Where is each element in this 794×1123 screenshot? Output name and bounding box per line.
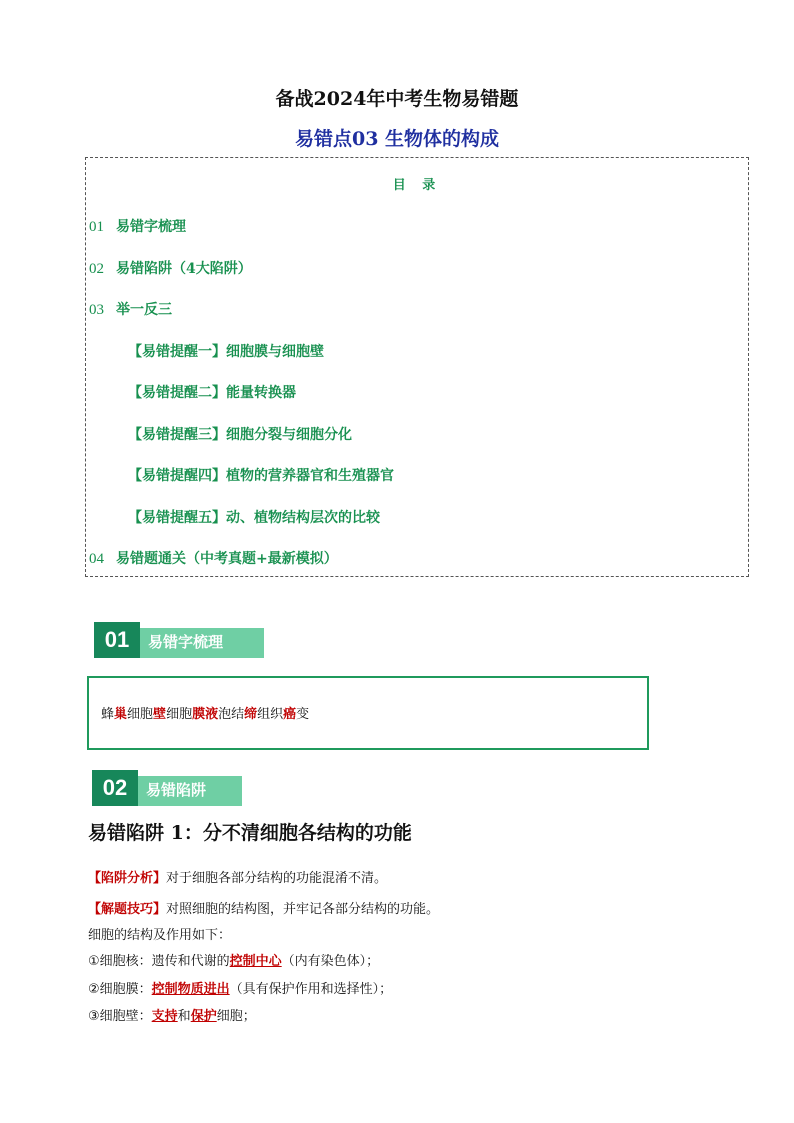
toc-item-num: 02	[89, 261, 104, 277]
word-segment: 细胞	[166, 707, 193, 722]
line-text: 和	[177, 1009, 191, 1024]
word-segment: 变	[296, 707, 310, 722]
key-term: 控制物质进出	[151, 982, 230, 997]
key-term: 保护	[190, 1009, 217, 1024]
analysis-text: 对于细胞各部分结构的功能混淆不清。	[166, 871, 388, 886]
highlighted-char: 壁	[153, 707, 167, 722]
section-number: 01	[94, 622, 140, 658]
toc-subitem-2[interactable]	[128, 382, 296, 402]
structure-line-wall	[88, 1005, 256, 1024]
tip-tag: 【解题技巧】	[88, 902, 167, 917]
structure-line-nucleus	[88, 950, 379, 969]
page-title: 备战2024年中考生物易错题	[275, 88, 519, 110]
toc-item-label: 【易错提醒二】能量转换器	[128, 385, 296, 401]
toc-item-label: 易错陷阱（4大陷阱）	[116, 261, 252, 277]
tip-text: 对照细胞的结构图，并牢记各部分结构的功能。	[166, 902, 440, 917]
section-label: 易错陷阱	[138, 776, 242, 806]
highlighted-char: 缔	[244, 707, 258, 722]
word-segment: 泡结	[218, 707, 245, 722]
section-number: 02	[92, 770, 138, 806]
toc-heading: 目 录	[392, 178, 442, 193]
word-segment: 组织	[257, 707, 284, 722]
line-text: ②细胞膜：	[88, 982, 152, 997]
toc-item-num: 04	[89, 551, 104, 567]
word-segment: 细胞	[127, 707, 154, 722]
error-words-list	[101, 707, 309, 722]
structure-line-membrane	[88, 978, 392, 997]
toc-subitem-1[interactable]	[128, 341, 324, 361]
toc-item-03[interactable]	[89, 299, 172, 319]
analysis-tag: 【陷阱分析】	[88, 871, 167, 886]
highlighted-char: 膜	[192, 707, 206, 722]
toc-item-num: 03	[89, 302, 104, 318]
toc-item-label: 【易错提醒五】动、植物结构层次的比较	[128, 510, 380, 526]
toc-subitem-5[interactable]	[128, 507, 380, 527]
key-term: 控制中心	[229, 954, 282, 969]
line-text: ①细胞核：遗传和代谢的	[88, 954, 230, 969]
line-text: （具有保护作用和选择性）；	[229, 982, 393, 997]
highlighted-char: 癌	[283, 707, 297, 722]
line-text: （内有染色体）；	[281, 954, 380, 969]
highlighted-char: 巢	[114, 707, 128, 722]
word-segment: 蜂	[101, 707, 115, 722]
toc-subitem-4[interactable]	[128, 465, 394, 485]
toc-item-label: 【易错提醒四】植物的营养器官和生殖器官	[128, 468, 394, 484]
line-text: 细胞；	[216, 1009, 256, 1024]
toc-item-01[interactable]	[89, 216, 186, 236]
toc-item-label: 举一反三	[116, 302, 172, 318]
solving-tip	[88, 898, 439, 917]
section-label: 易错字梳理	[140, 628, 264, 658]
toc-item-label: 易错字梳理	[116, 219, 186, 235]
toc-item-04[interactable]	[89, 548, 338, 568]
line-text: ③细胞壁：	[88, 1009, 152, 1024]
highlighted-char: 液	[205, 707, 219, 722]
table-of-contents	[85, 157, 749, 577]
page-subtitle: 易错点03 生物体的构成	[294, 128, 500, 150]
toc-item-label: 易错题通关（中考真题+最新模拟）	[116, 551, 338, 567]
toc-item-label: 【易错提醒三】细胞分裂与细胞分化	[128, 427, 352, 443]
toc-subitem-3[interactable]	[128, 424, 352, 444]
toc-item-02[interactable]	[89, 258, 252, 278]
structure-intro: 细胞的结构及作用如下：	[88, 928, 232, 943]
toc-item-num: 01	[89, 219, 104, 235]
error-words-box	[87, 676, 649, 750]
toc-item-label: 【易错提醒一】细胞膜与细胞壁	[128, 344, 324, 360]
trap-title: 易错陷阱 1：分不清细胞各结构的功能	[88, 822, 412, 844]
trap-analysis	[88, 867, 387, 886]
key-term: 支持	[151, 1009, 178, 1024]
